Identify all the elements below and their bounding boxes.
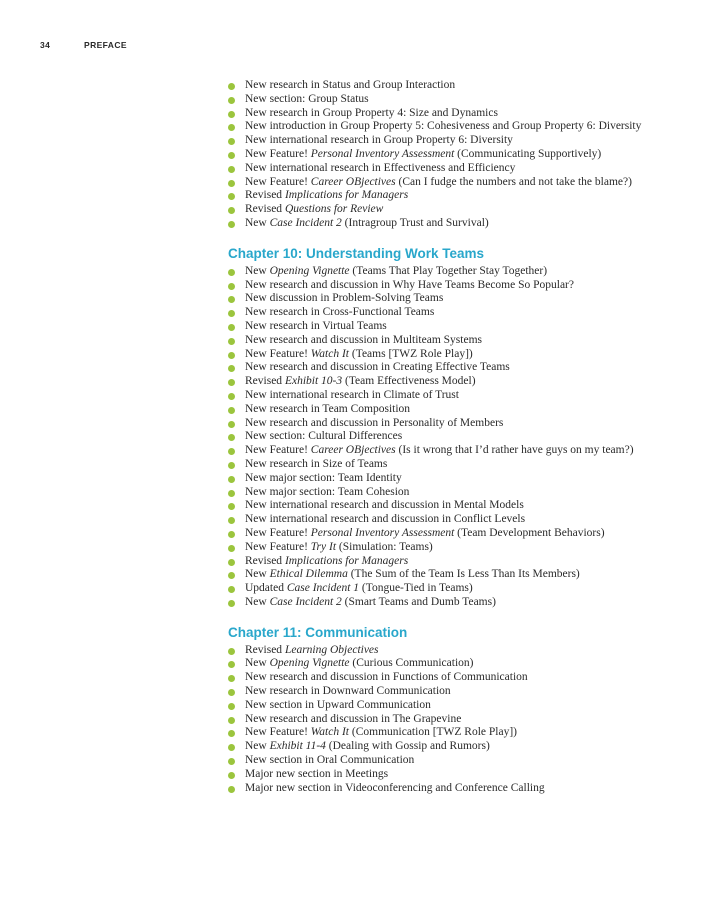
bullet-icon [228, 338, 235, 345]
item-text: New research in Team Composition [245, 402, 411, 415]
list-item [228, 403, 644, 417]
list-item [228, 203, 644, 217]
bullet-icon [228, 462, 235, 469]
list-item [228, 265, 644, 279]
item-text: (Teams That Play Together Stay Together) [349, 264, 548, 277]
list-item [228, 671, 644, 685]
list-item [228, 120, 644, 134]
bullet-icon [228, 207, 235, 214]
item-text: New [245, 216, 270, 229]
item-text: New section: Cultural Differences [245, 430, 403, 443]
list-item [228, 134, 644, 148]
item-emphasis: Opening Vignette [269, 657, 350, 670]
list-item [228, 458, 644, 472]
bullet-icon [228, 448, 235, 455]
bullet-icon [228, 193, 235, 200]
list-item [228, 107, 644, 121]
item-emphasis: Career OBjectives [310, 444, 396, 457]
item-emphasis: Implications for Managers [284, 554, 409, 567]
item-text: (Team Effectiveness Model) [342, 375, 476, 388]
bullet-icon [228, 152, 235, 159]
bullet-icon [228, 490, 235, 497]
chapter-heading: Chapter 10: Understanding Work Teams [228, 245, 485, 261]
item-text: New research in Cross-Functional Teams [245, 306, 435, 319]
list-item [228, 527, 644, 541]
item-text: New research in Virtual Teams [245, 319, 387, 332]
list-item [228, 499, 644, 513]
item-text: New international research in Group Property 6: Diversity [245, 134, 513, 147]
bullet-icon [228, 296, 235, 303]
bullet-icon [228, 269, 235, 276]
item-text: New section in Oral Communication [245, 754, 415, 767]
item-text: Updated [245, 582, 287, 595]
list-item [228, 782, 644, 796]
item-text: New research and discussion in The Grapevine [245, 712, 462, 725]
bullet-icon [228, 180, 235, 187]
bullet-icon [228, 283, 235, 290]
item-text: (Simulation: Teams) [336, 540, 433, 553]
item-text: (Is it wrong that I’d rather have guys on my team?) [395, 444, 634, 457]
bullet-icon [228, 97, 235, 104]
list-item [228, 176, 644, 190]
item-text: Revised [245, 375, 285, 388]
item-text: New Feature! [245, 147, 311, 160]
item-text: Major new section in Meetings [245, 767, 389, 780]
item-text: Revised [245, 189, 285, 202]
list-item [228, 189, 644, 203]
bullet-icon [228, 166, 235, 173]
item-emphasis: Exhibit 10-3 [284, 375, 343, 388]
bullet-icon [228, 476, 235, 483]
bullet-icon [228, 545, 235, 552]
item-text: (Communicating Supportively) [454, 147, 602, 160]
list-item [228, 644, 644, 658]
bullet-icon [228, 717, 235, 724]
item-text: (The Sum of the Team Is Less Than Its Members) [347, 568, 580, 581]
bullet-icon [228, 772, 235, 779]
preface-content [228, 79, 644, 795]
bullet-icon [228, 758, 235, 765]
item-emphasis: Ethical Dilemma [269, 568, 348, 581]
bullet-list [228, 265, 644, 610]
bullet-icon [228, 365, 235, 372]
bullet-icon [228, 124, 235, 131]
list-item [228, 375, 644, 389]
bullet-icon [228, 531, 235, 538]
list-item [228, 444, 644, 458]
list-item [228, 657, 644, 671]
item-text: Revised [245, 643, 285, 656]
item-text: New research and discussion in Why Have Teams Become So Popular? [245, 278, 574, 291]
bullet-list [228, 644, 644, 796]
list-item [228, 334, 644, 348]
list-item [228, 348, 644, 362]
item-text: Revised [245, 203, 285, 216]
item-emphasis: Case Incident 2 [269, 216, 342, 229]
item-text: New [245, 568, 270, 581]
bullet-icon [228, 379, 235, 386]
running-head-title: PREFACE [84, 40, 127, 50]
item-emphasis: Learning Objectives [284, 643, 379, 656]
bullet-icon [228, 324, 235, 331]
list-item [228, 79, 644, 93]
item-emphasis: Watch It [310, 347, 350, 360]
section [228, 79, 644, 231]
list-item [228, 306, 644, 320]
bullet-icon [228, 730, 235, 737]
item-text: New Feature! [245, 526, 311, 539]
list-item [228, 699, 644, 713]
list-item [228, 541, 644, 555]
item-text: New research and discussion in Multiteam Systems [245, 333, 482, 346]
item-emphasis: Exhibit 11-4 [269, 740, 326, 753]
item-text: New research and discussion in Functions of Communication [245, 671, 528, 684]
item-text: Revised [245, 554, 285, 567]
item-text: New introduction in Group Property 5: Cohesiveness and Group Property 6: Diversity [245, 120, 642, 133]
list-item [228, 685, 644, 699]
item-text: New [245, 657, 270, 670]
item-text: New research and discussion in Creating Effective Teams [245, 361, 510, 374]
item-text: (Teams [TWZ Role Play]) [349, 347, 473, 360]
bullet-icon [228, 393, 235, 400]
item-emphasis: Case Incident 1 [286, 582, 360, 595]
list-item [228, 486, 644, 500]
item-text: New international research and discussion in Mental Models [245, 499, 524, 512]
bullet-icon [228, 517, 235, 524]
bullet-icon [228, 83, 235, 90]
item-emphasis: Career OBjectives [310, 175, 396, 188]
list-item [228, 555, 644, 569]
item-emphasis: Personal Inventory Assessment [310, 147, 455, 160]
bullet-icon [228, 559, 235, 566]
list-item [228, 472, 644, 486]
bullet-icon [228, 703, 235, 710]
list-item [228, 292, 644, 306]
list-item [228, 217, 644, 231]
item-text: (Tongue-Tied in Teams) [359, 582, 473, 595]
item-text: New international research and discussion in Conflict Levels [245, 513, 526, 526]
list-item [228, 768, 644, 782]
bullet-icon [228, 421, 235, 428]
item-text: New section: Group Status [245, 92, 369, 105]
section [228, 246, 644, 610]
item-emphasis: Implications for Managers [284, 189, 409, 202]
bullet-icon [228, 434, 235, 441]
list-item [228, 148, 644, 162]
list-item [228, 389, 644, 403]
item-text: New [245, 264, 270, 277]
item-text: (Intragroup Trust and Survival) [341, 216, 489, 229]
item-text: New international research in Effectiveness and Efficiency [245, 161, 516, 174]
item-text: (Team Development Behaviors) [454, 526, 605, 539]
list-item [228, 279, 644, 293]
bullet-icon [228, 786, 235, 793]
list-item [228, 513, 644, 527]
item-text: New [245, 740, 270, 753]
bullet-icon [228, 310, 235, 317]
item-text: New research in Size of Teams [245, 457, 388, 470]
list-item [228, 596, 644, 610]
list-item [228, 582, 644, 596]
bullet-icon [228, 600, 235, 607]
item-text: (Smart Teams and Dumb Teams) [341, 595, 496, 608]
list-item [228, 713, 644, 727]
item-emphasis: Try It [310, 540, 337, 553]
bullet-icon [228, 744, 235, 751]
item-text: New Feature! [245, 726, 311, 739]
item-emphasis: Questions for Review [284, 203, 384, 216]
item-text: New major section: Team Cohesion [245, 485, 410, 498]
item-text: New Feature! [245, 347, 311, 360]
item-text: (Curious Communication) [349, 657, 474, 670]
section [228, 625, 644, 796]
item-text: New research and discussion in Personality of Members [245, 416, 504, 429]
bullet-icon [228, 661, 235, 668]
bullet-icon [228, 572, 235, 579]
list-item [228, 568, 644, 582]
item-text: New research in Group Property 4: Size and Dynamics [245, 106, 498, 119]
bullet-icon [228, 675, 235, 682]
item-emphasis: Case Incident 2 [269, 595, 342, 608]
page-number: 34 [40, 40, 51, 50]
bullet-icon [228, 648, 235, 655]
item-text: New discussion in Problem-Solving Teams [245, 292, 444, 305]
item-text: (Communication [TWZ Role Play]) [349, 726, 518, 739]
item-text: Major new section in Videoconferencing and Conference Calling [245, 781, 545, 794]
item-text: New research in Downward Communication [245, 685, 451, 698]
bullet-icon [228, 586, 235, 593]
bullet-icon [228, 352, 235, 359]
item-emphasis: Opening Vignette [269, 264, 350, 277]
item-emphasis: Personal Inventory Assessment [310, 526, 455, 539]
item-text: New section in Upward Communication [245, 698, 431, 711]
bullet-icon [228, 689, 235, 696]
list-item [228, 93, 644, 107]
running-head [40, 40, 127, 50]
item-text: (Can I fudge the numbers and not take the blame?) [395, 175, 632, 188]
item-emphasis: Watch It [310, 726, 350, 739]
list-item [228, 320, 644, 334]
list-item [228, 361, 644, 375]
bullet-icon [228, 138, 235, 145]
bullet-icon [228, 407, 235, 414]
bullet-icon [228, 221, 235, 228]
bullet-icon [228, 111, 235, 118]
item-text: New Feature! [245, 175, 311, 188]
list-item [228, 162, 644, 176]
item-text: New [245, 595, 270, 608]
bullet-icon [228, 503, 235, 510]
item-text: New major section: Team Identity [245, 471, 402, 484]
item-text: New international research in Climate of Trust [245, 388, 459, 401]
item-text: New Feature! [245, 540, 311, 553]
list-item [228, 754, 644, 768]
chapter-heading: Chapter 11: Communication [228, 624, 408, 640]
list-item [228, 417, 644, 431]
list-item [228, 726, 644, 740]
item-text: New Feature! [245, 444, 311, 457]
bullet-list [228, 79, 644, 231]
list-item [228, 740, 644, 754]
item-text: New research in Status and Group Interaction [245, 79, 456, 91]
list-item [228, 430, 644, 444]
item-text: (Dealing with Gossip and Rumors) [325, 740, 490, 753]
